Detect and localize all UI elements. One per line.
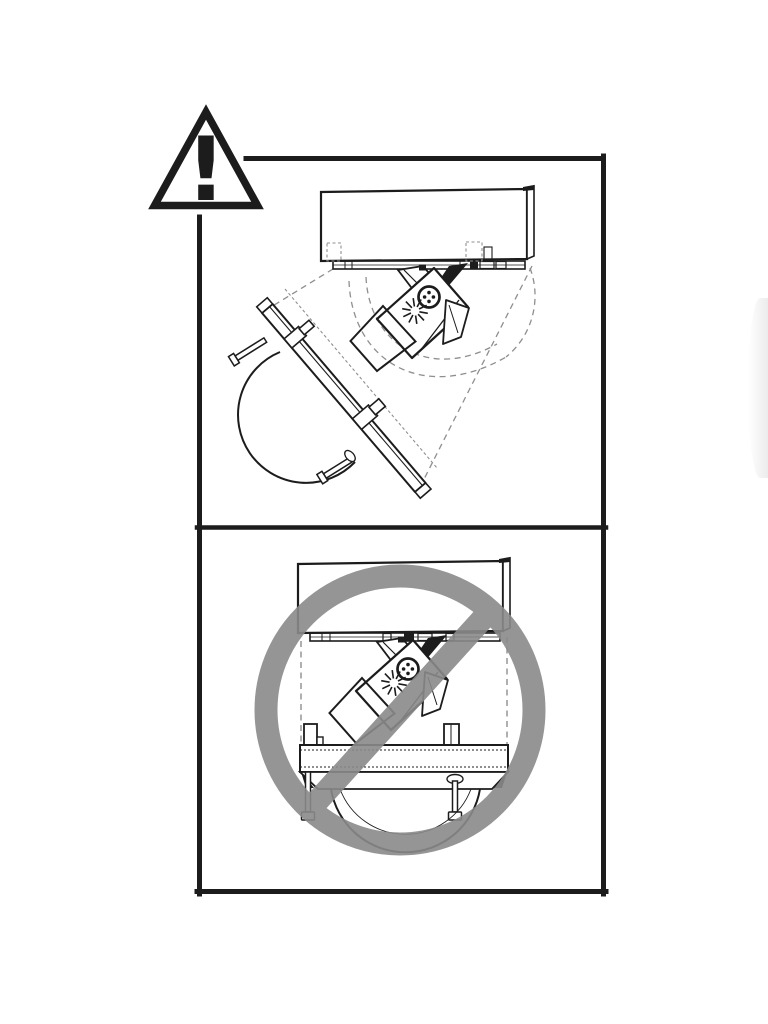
warning-triangle-icon (155, 112, 258, 221)
exclamation-mark: ! (185, 118, 227, 221)
dome-bubble (238, 352, 355, 483)
ceiling-mount-box (321, 185, 534, 269)
cover-screw (228, 335, 268, 366)
trim-ring-plate (300, 745, 508, 772)
panel-correct-installation (228, 185, 535, 498)
panel-prohibited-installation (266, 557, 534, 852)
camera-module (351, 263, 470, 371)
page-edge-shading (748, 298, 768, 478)
cover-screw (447, 775, 463, 821)
